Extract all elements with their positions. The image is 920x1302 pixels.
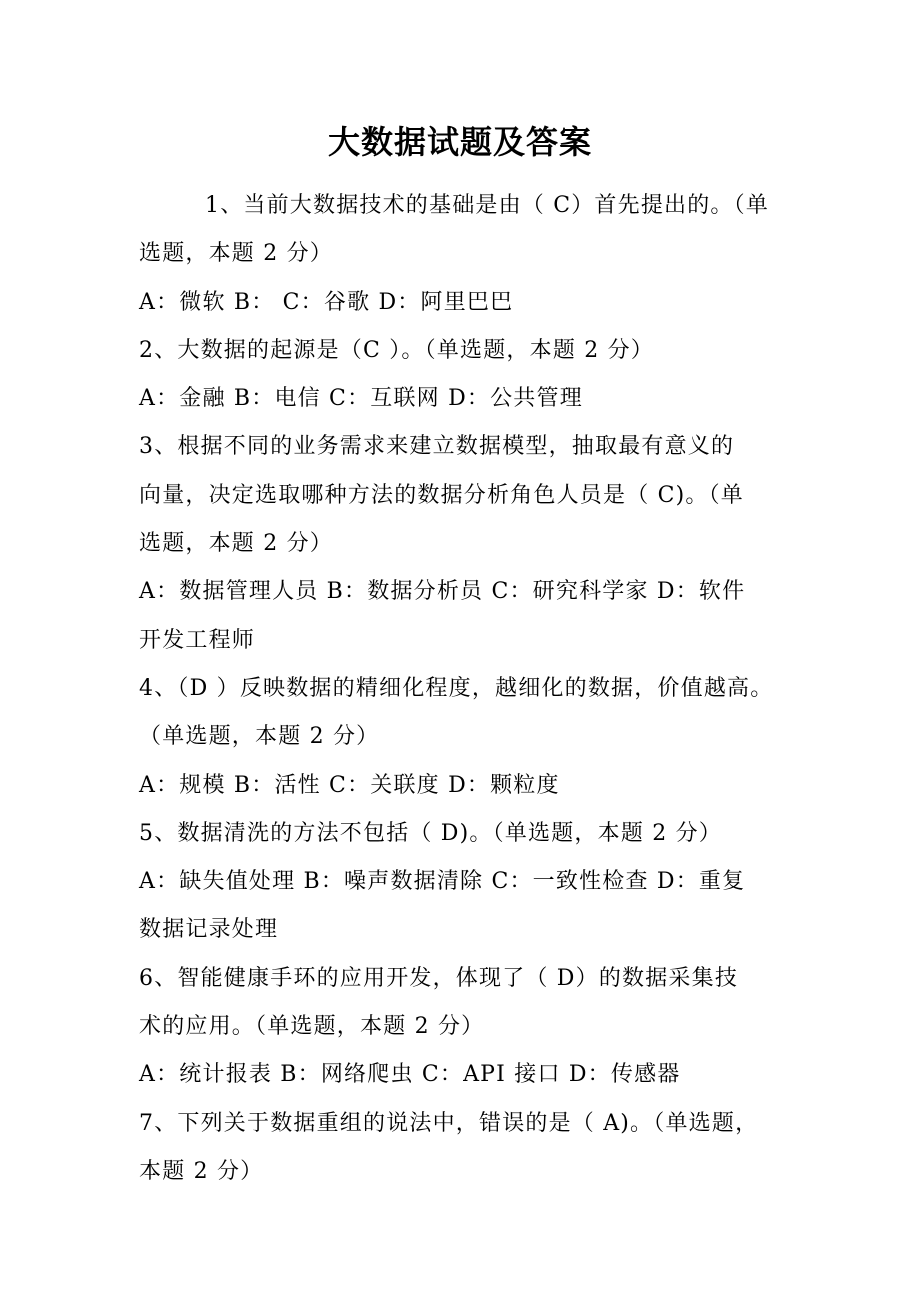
question-1-line-2: 选题，本题 2 分） — [139, 241, 333, 267]
question-3-line-1: 3、根据不同的业务需求来建立数据模型，抽取最有意义的 — [139, 434, 735, 460]
question-3-options-line-2: 开发工程师 — [139, 627, 256, 653]
question-3-options-line-1: A：数据管理人员 B：数据分析员 C：研究科学家 D：软件 — [139, 579, 746, 605]
question-3-line-2: 向量，决定选取哪种方法的数据分析角色人员是（ C)。（单 — [139, 482, 745, 508]
question-5-options-line-2: 数据记录处理 — [139, 917, 279, 943]
question-4-options: A：规模 B：活性 C：关联度 D：颗粒度 — [139, 772, 560, 798]
question-5: 5、数据清洗的方法不包括（ D)。（单选题，本题 2 分） — [139, 820, 722, 846]
question-4-line-2: （单选题，本题 2 分） — [139, 724, 380, 750]
question-6-line-1: 6、智能健康手环的应用开发，体现了（ D）的数据采集技 — [139, 965, 739, 991]
question-7-line-1: 7、下列关于数据重组的说法中，错误的是（ A)。（单选题， — [139, 1110, 759, 1136]
question-6-line-2: 术的应用。（单选题，本题 2 分） — [139, 1014, 485, 1040]
document-body — [139, 182, 787, 1196]
question-7-line-2: 本题 2 分） — [139, 1158, 264, 1184]
document-title: 大数据试题及答案 — [327, 123, 592, 161]
question-2: 2、大数据的起源是（C ）。（单选题，本题 2 分） — [139, 337, 655, 363]
question-5-options-line-1: A：缺失值处理 B：噪声数据清除 C：一致性检查 D：重复 — [139, 869, 746, 895]
question-2-options: A：金融 B：电信 C：互联网 D：公共管理 — [139, 386, 583, 412]
question-4-line-1: 4、（D ）反映数据的精细化程度，越细化的数据，价值越高。 — [139, 675, 774, 701]
question-1-options: A：微软 B： C：谷歌 D：阿里巴巴 — [139, 289, 514, 315]
question-6-options: A：统计报表 B：网络爬虫 C：API 接口 D：传感器 — [139, 1062, 681, 1088]
question-1-line-1: 1、当前大数据技术的基础是由（ C）首先提出的。（单 — [205, 193, 770, 218]
question-3-line-3: 选题，本题 2 分） — [139, 531, 333, 557]
